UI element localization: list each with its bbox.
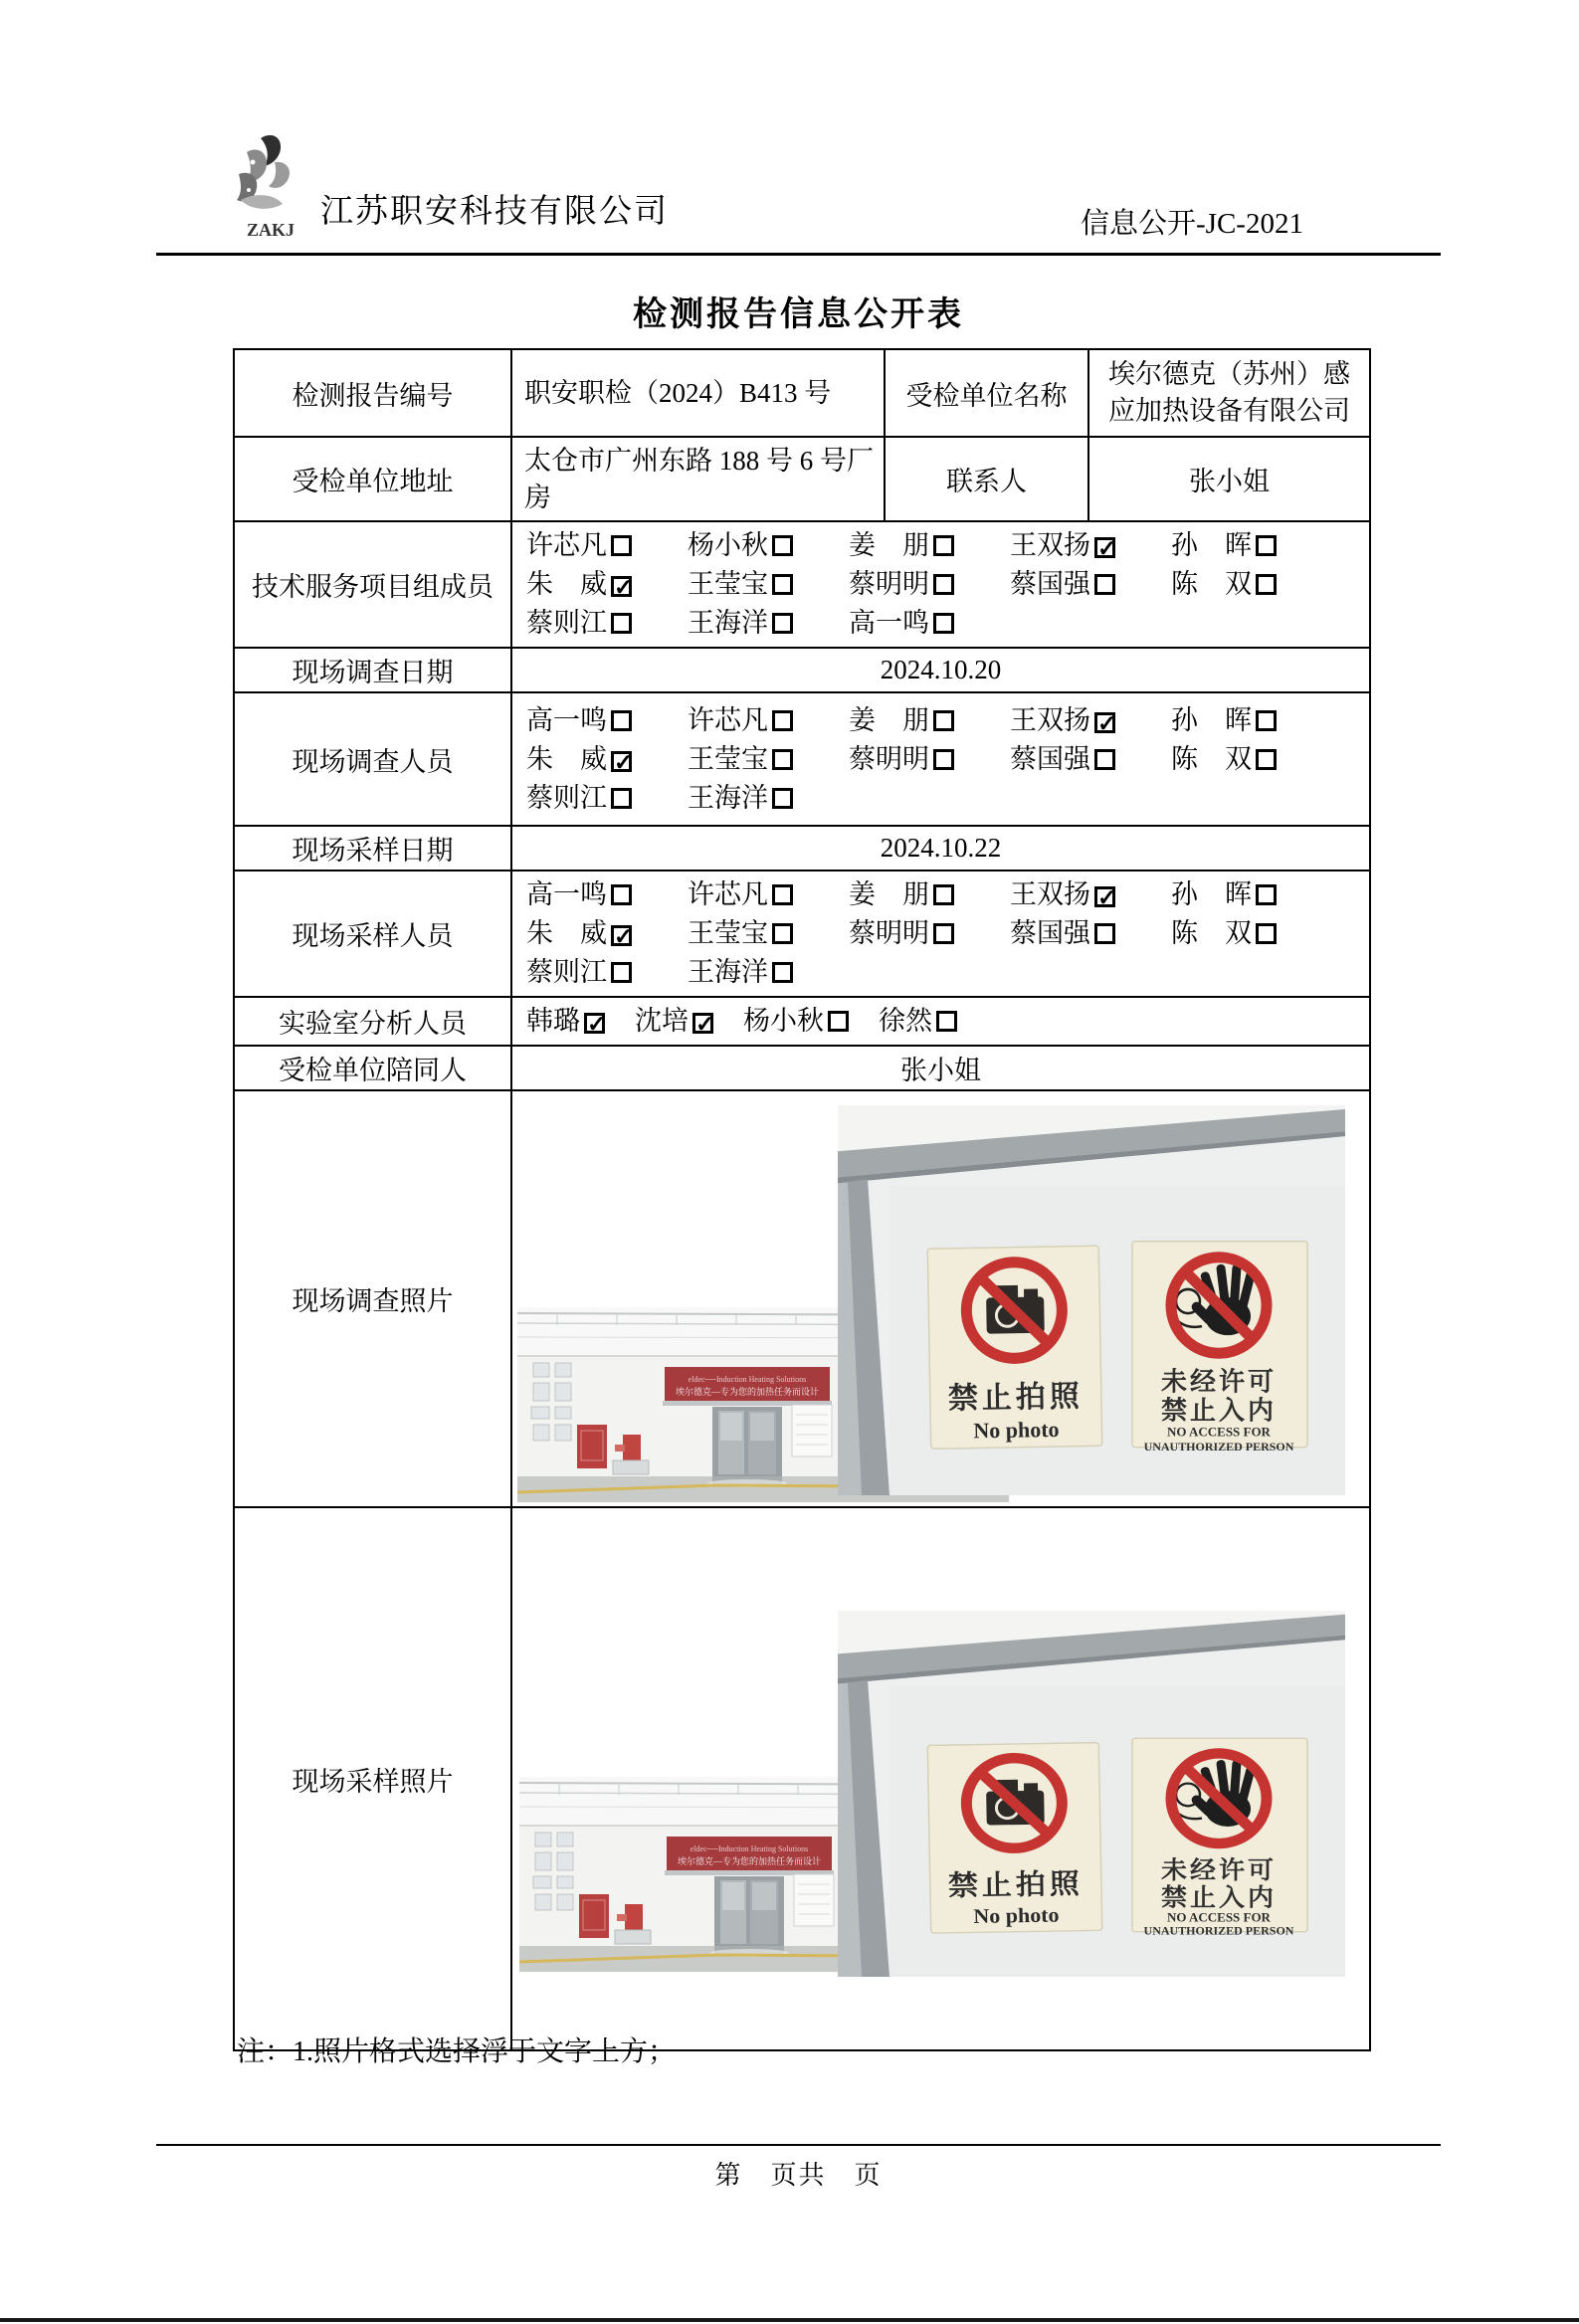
member-item xyxy=(526,526,688,565)
checkbox-unchecked xyxy=(936,1011,957,1032)
member-item xyxy=(1010,914,1171,953)
logo-text: ZAKJ xyxy=(246,220,296,240)
escort-label: 受检单位陪同人 xyxy=(234,1046,511,1090)
member-name: 陈 双 xyxy=(1171,569,1252,599)
member-name: 高一鸣 xyxy=(526,704,607,735)
member-item xyxy=(1171,914,1332,953)
member-name: 王海洋 xyxy=(688,782,768,813)
member-name: 姜 朋 xyxy=(849,704,929,735)
checkbox-unchecked xyxy=(772,535,793,556)
unit-name-value: 埃尔德克（苏州）感应加热设备有限公司 xyxy=(1088,349,1370,437)
member-item xyxy=(1171,526,1332,565)
member-name: 高一鸣 xyxy=(526,879,607,909)
member-item xyxy=(1171,701,1332,740)
escort-value: 张小姐 xyxy=(511,1046,1370,1090)
team-label: 技术服务项目组成员 xyxy=(234,521,511,648)
member-line xyxy=(526,914,1369,953)
member-line xyxy=(526,604,1369,643)
sampling-photo-label: 现场采样照片 xyxy=(234,1507,511,2050)
checkbox-checked: ✓ xyxy=(1094,712,1115,733)
member-name: 陈 双 xyxy=(1171,918,1252,948)
checkbox-unchecked xyxy=(1094,574,1115,595)
checkbox-checked: ✓ xyxy=(1094,537,1115,558)
member-item xyxy=(688,565,849,604)
address-label: 受检单位地址 xyxy=(234,437,511,521)
member-line xyxy=(526,953,1369,992)
member-item xyxy=(526,779,688,818)
member-item xyxy=(879,1002,957,1041)
member-item xyxy=(849,740,1010,779)
page-number: 第 页共 页 xyxy=(714,2161,883,2190)
member-name: 蔡则江 xyxy=(526,957,607,987)
contact-value: 张小姐 xyxy=(1088,437,1370,521)
survey-members-cell xyxy=(511,692,1370,826)
checkbox-unchecked xyxy=(933,574,954,595)
member-item xyxy=(526,740,688,779)
report-table xyxy=(233,348,1371,2051)
survey-sign-photo xyxy=(838,1105,1345,1495)
member-line xyxy=(526,526,1369,565)
member-name: 许芯凡 xyxy=(526,530,607,560)
checkbox-unchecked xyxy=(611,884,632,905)
sampling-sign-photo xyxy=(838,1611,1345,1977)
unit-name-label: 受检单位名称 xyxy=(885,349,1088,437)
checkbox-checked: ✓ xyxy=(692,1013,713,1034)
member-name: 蔡明明 xyxy=(849,569,929,599)
member-name: 蔡国强 xyxy=(1010,569,1090,599)
checkbox-unchecked xyxy=(933,710,954,731)
checkbox-checked: ✓ xyxy=(584,1013,605,1034)
member-line xyxy=(526,875,1369,914)
checkbox-unchecked xyxy=(772,962,793,983)
checkbox-unchecked xyxy=(1256,710,1277,731)
member-name: 沈培 xyxy=(635,1006,689,1036)
member-name: 王海洋 xyxy=(688,957,768,987)
member-item xyxy=(688,526,849,565)
member-item xyxy=(688,604,849,643)
checkbox-unchecked xyxy=(1256,574,1277,595)
contact-label: 联系人 xyxy=(885,437,1088,521)
checkbox-unchecked xyxy=(1256,749,1277,770)
member-item xyxy=(849,565,1010,604)
member-item xyxy=(688,914,849,953)
member-item xyxy=(849,914,1010,953)
member-name: 许芯凡 xyxy=(688,879,768,909)
member-name: 许芯凡 xyxy=(688,704,768,735)
sampling-photo-cell xyxy=(511,1507,1370,2050)
header-divider xyxy=(156,253,1441,256)
checkbox-unchecked xyxy=(828,1011,849,1032)
member-name: 陈 双 xyxy=(1171,743,1252,774)
member-item xyxy=(1010,565,1171,604)
checkbox-unchecked xyxy=(1256,535,1277,556)
member-line xyxy=(526,740,1369,779)
member-item xyxy=(526,875,688,914)
member-name: 孙 晖 xyxy=(1171,879,1252,909)
member-item xyxy=(688,740,849,779)
member-item xyxy=(635,1002,713,1041)
member-name: 杨小秋 xyxy=(743,1006,824,1036)
member-name: 蔡明明 xyxy=(849,918,929,948)
member-name: 蔡则江 xyxy=(526,608,607,638)
member-item xyxy=(1171,565,1332,604)
checkbox-unchecked xyxy=(933,535,954,556)
sampling-members-cell xyxy=(511,871,1370,997)
member-name: 蔡明明 xyxy=(849,743,929,774)
checkbox-unchecked xyxy=(611,535,632,556)
member-line xyxy=(526,1002,1369,1041)
checkbox-unchecked xyxy=(611,613,632,634)
team-members-cell xyxy=(511,521,1370,648)
member-item xyxy=(1010,526,1171,565)
page-bottom-edge xyxy=(0,2318,1579,2322)
checkbox-unchecked xyxy=(933,884,954,905)
member-item xyxy=(1010,701,1171,740)
sampling-date-value: 2024.10.22 xyxy=(511,826,1370,871)
checkbox-unchecked xyxy=(933,613,954,634)
checkbox-checked: ✓ xyxy=(1094,886,1115,907)
survey-photo-cell xyxy=(511,1090,1370,1507)
member-name: 孙 晖 xyxy=(1171,530,1252,560)
member-item xyxy=(526,1002,605,1041)
member-item xyxy=(688,701,849,740)
member-item xyxy=(526,604,688,643)
member-item xyxy=(1171,875,1332,914)
member-item xyxy=(849,604,1010,643)
checkbox-unchecked xyxy=(772,788,793,809)
member-item xyxy=(849,701,1010,740)
checkbox-unchecked xyxy=(1256,923,1277,944)
member-name: 王海洋 xyxy=(688,608,768,638)
member-name: 王莹宝 xyxy=(688,918,768,948)
checkbox-checked: ✓ xyxy=(611,576,632,597)
sampling-date-label: 现场采样日期 xyxy=(234,826,511,871)
member-name: 王莹宝 xyxy=(688,569,768,599)
address-value: 太仓市广州东路 188 号 6 号厂房 xyxy=(511,437,885,521)
member-item xyxy=(526,914,688,953)
member-line xyxy=(526,701,1369,740)
member-item xyxy=(849,526,1010,565)
lab-label: 实验室分析人员 xyxy=(234,997,511,1046)
member-name: 王莹宝 xyxy=(688,743,768,774)
lab-members-cell xyxy=(511,997,1370,1046)
member-item xyxy=(526,565,688,604)
member-name: 高一鸣 xyxy=(849,608,929,638)
member-item xyxy=(526,701,688,740)
member-item xyxy=(688,953,849,992)
company-logo xyxy=(229,132,312,242)
report-no-value: 职安职检（2024）B413 号 xyxy=(511,349,885,437)
member-name: 姜 朋 xyxy=(849,879,929,909)
checkbox-unchecked xyxy=(611,710,632,731)
footer-divider xyxy=(156,2144,1441,2146)
checkbox-checked: ✓ xyxy=(611,751,632,772)
member-item xyxy=(688,875,849,914)
member-name: 朱 威 xyxy=(526,918,607,948)
member-item xyxy=(688,779,849,818)
checkbox-unchecked xyxy=(1094,749,1115,770)
member-name: 朱 威 xyxy=(526,743,607,774)
survey-date-value: 2024.10.20 xyxy=(511,648,1370,692)
member-line xyxy=(526,779,1369,818)
member-name: 姜 朋 xyxy=(849,530,929,560)
checkbox-unchecked xyxy=(933,749,954,770)
member-item xyxy=(526,953,688,992)
checkbox-unchecked xyxy=(772,884,793,905)
checkbox-unchecked xyxy=(772,710,793,731)
survey-photo-label: 现场调查照片 xyxy=(234,1090,511,1507)
checkbox-unchecked xyxy=(1094,923,1115,944)
checkbox-unchecked xyxy=(1256,884,1277,905)
member-name: 朱 威 xyxy=(526,569,607,599)
member-name: 杨小秋 xyxy=(688,530,768,560)
member-line xyxy=(526,565,1369,604)
member-name: 徐然 xyxy=(879,1006,932,1036)
member-name: 王双扬 xyxy=(1010,704,1090,735)
checkbox-unchecked xyxy=(772,749,793,770)
sampling-staff-label: 现场采样人员 xyxy=(234,871,511,997)
company-name: 江苏职安科技有限公司 xyxy=(320,194,669,230)
report-no-label: 检测报告编号 xyxy=(234,349,511,437)
member-name: 王双扬 xyxy=(1010,530,1090,560)
checkbox-unchecked xyxy=(611,962,632,983)
checkbox-checked: ✓ xyxy=(611,925,632,946)
member-item xyxy=(743,1002,849,1041)
member-name: 韩璐 xyxy=(526,1006,580,1036)
page-title: 检测报告信息公开表 xyxy=(633,296,964,333)
member-name: 孙 晖 xyxy=(1171,704,1252,735)
checkbox-unchecked xyxy=(772,923,793,944)
member-item xyxy=(1010,875,1171,914)
checkbox-unchecked xyxy=(772,574,793,595)
survey-date-label: 现场调查日期 xyxy=(234,648,511,692)
member-item xyxy=(849,875,1010,914)
member-name: 蔡则江 xyxy=(526,782,607,813)
checkbox-unchecked xyxy=(611,788,632,809)
doc-code: 信息公开-JC-2021 xyxy=(1081,208,1303,240)
member-name: 蔡国强 xyxy=(1010,918,1090,948)
member-item xyxy=(1171,740,1332,779)
footnote: 注：1.照片格式选择浮于文字上方； xyxy=(237,2036,677,2067)
member-item xyxy=(1010,740,1171,779)
member-name: 蔡国强 xyxy=(1010,743,1090,774)
member-name: 王双扬 xyxy=(1010,879,1090,909)
survey-staff-label: 现场调查人员 xyxy=(234,692,511,826)
checkbox-unchecked xyxy=(772,613,793,634)
checkbox-unchecked xyxy=(933,923,954,944)
